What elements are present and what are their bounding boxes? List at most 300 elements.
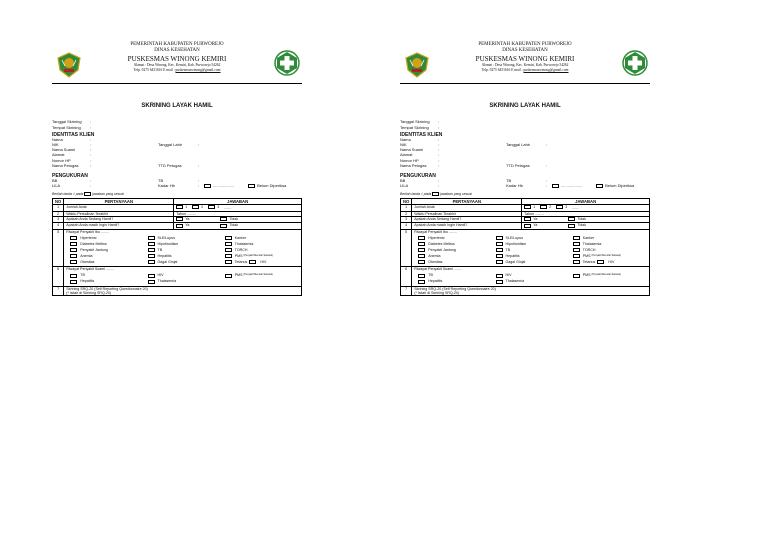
letterhead-contact bbox=[80, 68, 274, 73]
note-prefix: Berilah tanda √ pada bbox=[400, 192, 432, 197]
answer-checkbox[interactable] bbox=[176, 217, 183, 221]
question-no: 1 bbox=[53, 205, 64, 211]
question-cell-wide bbox=[412, 267, 650, 287]
question-no: 3 bbox=[53, 216, 64, 222]
disease-label: Penyakit Jantung bbox=[428, 248, 456, 253]
question-text: Apakah Anda Sedang Hamil? bbox=[64, 216, 174, 222]
answer-checkbox[interactable] bbox=[220, 217, 227, 221]
field-label: BB bbox=[400, 177, 406, 183]
disease-option[interactable] bbox=[225, 242, 299, 246]
col-no: NO bbox=[401, 199, 412, 205]
disease-option[interactable] bbox=[418, 242, 492, 246]
letterhead-government: PEMERINTAH KABUPATEN PURWOREJO bbox=[478, 42, 572, 47]
field-label-right: Tanggal Lahir bbox=[506, 141, 531, 147]
col-answer: JAWABAN bbox=[174, 199, 302, 205]
question-cell-wide bbox=[64, 229, 302, 266]
field-colon: : bbox=[90, 157, 92, 163]
disease-option[interactable] bbox=[70, 279, 144, 283]
disease-checkbox[interactable] bbox=[496, 260, 503, 264]
answer-option[interactable] bbox=[524, 223, 537, 227]
hb-value-checkbox[interactable] bbox=[204, 184, 211, 188]
question-text: Jumlah Anak bbox=[412, 205, 522, 211]
hb-dots: ................... bbox=[561, 183, 583, 189]
disease-checkbox[interactable] bbox=[148, 242, 155, 246]
question-no: 6 bbox=[401, 267, 412, 287]
letterhead-email: puskesmaswinong@gmail.com bbox=[523, 67, 569, 72]
disease-checkbox[interactable] bbox=[496, 274, 503, 278]
field-label: Nama Petugas bbox=[400, 162, 427, 168]
field-label-right: Kadar Hb bbox=[506, 183, 523, 189]
disease-option[interactable] bbox=[418, 273, 492, 277]
disease-option[interactable] bbox=[70, 273, 144, 277]
field-colon: : bbox=[438, 162, 440, 168]
disease-checkbox[interactable] bbox=[418, 236, 425, 240]
disease-checkbox[interactable] bbox=[70, 248, 77, 252]
answer-label: Tidak bbox=[229, 223, 239, 228]
note-suffix: jawaban yang sesuai bbox=[440, 192, 472, 197]
puskesmas-logo-icon bbox=[274, 50, 300, 76]
measurement-fields bbox=[52, 179, 302, 189]
field-label: NIK bbox=[400, 141, 407, 147]
meta-colon: : bbox=[438, 119, 440, 125]
disease-checkbox[interactable] bbox=[418, 260, 425, 264]
disease-option[interactable] bbox=[70, 254, 144, 258]
disease-option[interactable] bbox=[148, 273, 222, 277]
screening-meta bbox=[52, 120, 302, 130]
meta-colon: : bbox=[438, 124, 440, 130]
disease-option[interactable] bbox=[418, 254, 492, 258]
identity-heading: IDENTITAS KLIEN bbox=[400, 131, 443, 138]
meta-colon: : bbox=[90, 119, 92, 125]
hb-not-checked-label: Belum Diperiksa bbox=[605, 183, 635, 189]
table-row bbox=[401, 267, 650, 287]
disease-label: Thalasemia bbox=[505, 279, 525, 284]
field-colon-right: : bbox=[198, 162, 200, 168]
answer-checkbox[interactable] bbox=[524, 217, 531, 221]
field-colon-right: : bbox=[198, 141, 200, 147]
note-prefix: Berilah tanda √ pada bbox=[52, 192, 84, 197]
identity-fields bbox=[400, 138, 650, 169]
disease-option[interactable] bbox=[148, 248, 222, 252]
disease-label: Gagal Ginjal bbox=[505, 259, 526, 264]
disease-option[interactable] bbox=[573, 260, 647, 264]
field-label: Alamat bbox=[52, 152, 65, 158]
disease-label: TB bbox=[157, 248, 163, 253]
question-no: 5 bbox=[401, 229, 412, 266]
question-no: 2 bbox=[401, 211, 412, 216]
disease-option[interactable] bbox=[496, 254, 570, 258]
question-text: Riwayat Penyakit Ibu ........ bbox=[66, 229, 109, 234]
field-label: Nama Petugas bbox=[52, 162, 79, 168]
disease-checkbox[interactable] bbox=[496, 248, 503, 252]
question-text: Waktu Persalinan Terakhir bbox=[64, 211, 174, 216]
field-label: LILA bbox=[400, 183, 409, 189]
disease-label: Diabetes Melitus bbox=[80, 242, 107, 247]
letterhead bbox=[400, 42, 650, 84]
field-colon-right: : bbox=[546, 177, 548, 183]
disease-label: HIV bbox=[260, 259, 267, 264]
answer-cell: Tahun ......... bbox=[174, 211, 302, 216]
answer-checkbox[interactable] bbox=[540, 205, 547, 209]
disease-checkbox[interactable] bbox=[573, 254, 580, 258]
disease-option[interactable] bbox=[225, 273, 299, 277]
disease-checkbox[interactable] bbox=[573, 242, 580, 246]
disease-label: Hipertensi bbox=[80, 236, 97, 241]
disease-option[interactable] bbox=[496, 236, 570, 240]
disease-checkbox[interactable] bbox=[597, 260, 604, 264]
field-colon-right: : bbox=[198, 177, 200, 183]
hb-not-checked-label: Belum Diperiksa bbox=[257, 183, 287, 189]
disease-option[interactable] bbox=[573, 248, 647, 252]
disease-option[interactable] bbox=[70, 248, 144, 252]
disease-label: Thalasemia bbox=[582, 242, 602, 247]
disease-checkbox[interactable] bbox=[573, 274, 580, 278]
answer-option[interactable] bbox=[568, 223, 586, 227]
form-title: SKRINING LAYAK HAMIL bbox=[141, 103, 213, 109]
field-colon: : bbox=[438, 177, 440, 183]
disease-checkbox[interactable] bbox=[148, 280, 155, 284]
pms-note: (Penyakit Menular Seksual) bbox=[243, 273, 273, 277]
disease-option[interactable] bbox=[496, 273, 570, 277]
question-no: 7 bbox=[53, 286, 64, 296]
question-text: Apakah Anda masih Ingin Hamil? bbox=[412, 223, 522, 229]
disease-label: Kanker bbox=[582, 236, 595, 241]
answer-option[interactable] bbox=[176, 223, 189, 227]
pms-note: (Penyakit Menular Seksual) bbox=[591, 253, 621, 257]
disease-checkbox[interactable] bbox=[418, 248, 425, 252]
answer-option[interactable] bbox=[220, 217, 238, 221]
disease-option[interactable] bbox=[418, 260, 492, 264]
disease-option[interactable] bbox=[148, 236, 222, 240]
disease-checkbox[interactable] bbox=[573, 248, 580, 252]
disease-checkbox[interactable] bbox=[70, 274, 77, 278]
question-cell-wide bbox=[64, 286, 302, 296]
answer-label: 2 bbox=[201, 205, 204, 210]
form-page-right bbox=[400, 42, 650, 296]
disease-option[interactable] bbox=[225, 254, 299, 258]
disease-label: HIV bbox=[157, 273, 164, 278]
disease-option[interactable] bbox=[496, 242, 570, 246]
disease-checkbox[interactable] bbox=[496, 242, 503, 246]
meta-label: Tempat Skrining bbox=[52, 124, 81, 130]
answer-checkbox[interactable] bbox=[524, 224, 531, 228]
form-title: SKRINING LAYAK HAMIL bbox=[489, 103, 561, 109]
field-label-right: Kadar Hb bbox=[158, 183, 175, 189]
disease-checkbox[interactable] bbox=[225, 254, 232, 258]
question-text: Skrining SRQ-20 (Self Reporting Questionnaire 20) bbox=[66, 286, 148, 291]
meta-label: Tanggal Skrining bbox=[52, 119, 82, 125]
question-text: Riwayat Penyakit Ibu ........ bbox=[414, 229, 457, 234]
field-colon: : bbox=[90, 141, 92, 147]
disease-label: PMS bbox=[582, 253, 591, 258]
disease-option[interactable] bbox=[70, 236, 144, 240]
disease-checkbox[interactable] bbox=[418, 254, 425, 258]
question-text: Riwayat Penyakit Suami ........ bbox=[66, 267, 115, 272]
letterhead-text bbox=[80, 42, 274, 72]
disease-checkbox[interactable] bbox=[70, 260, 77, 264]
answer-checkbox[interactable] bbox=[556, 205, 563, 209]
disease-checkbox[interactable] bbox=[148, 254, 155, 258]
mother-disease-grid bbox=[66, 234, 299, 266]
disease-checkbox[interactable] bbox=[225, 236, 232, 240]
disease-checkbox[interactable] bbox=[225, 274, 232, 278]
disease-label: Tetanus bbox=[582, 259, 596, 264]
table-row bbox=[53, 229, 302, 266]
disease-label: PMS bbox=[234, 253, 243, 258]
answer-checkbox[interactable] bbox=[192, 205, 199, 209]
answer-label: Tidak bbox=[577, 216, 587, 221]
answer-checkbox[interactable] bbox=[524, 205, 531, 209]
meta-colon: : bbox=[90, 124, 92, 130]
hb-value-checkbox[interactable] bbox=[552, 184, 559, 188]
meta-label: Tempat Skrining bbox=[400, 124, 429, 130]
disease-label: Hepatitis bbox=[428, 279, 443, 284]
letterhead-text bbox=[428, 42, 622, 72]
measurement-heading: PENGUKURAN bbox=[52, 172, 88, 179]
disease-option[interactable] bbox=[418, 248, 492, 252]
disease-option[interactable] bbox=[225, 248, 299, 252]
disease-label: Anemia bbox=[428, 253, 441, 258]
disease-label: TB bbox=[505, 248, 511, 253]
disease-label: Hepatitis bbox=[505, 253, 520, 258]
letterhead-contact bbox=[428, 68, 622, 73]
disease-checkbox[interactable] bbox=[148, 260, 155, 264]
field-colon: : bbox=[438, 183, 440, 189]
field-colon: : bbox=[90, 152, 92, 158]
answer-option[interactable] bbox=[176, 205, 187, 209]
disease-option[interactable] bbox=[496, 248, 570, 252]
disease-label: PMS bbox=[582, 273, 591, 278]
field-label: Nama bbox=[400, 136, 411, 142]
puskesmas-logo-icon bbox=[622, 50, 648, 76]
meta-label: Tanggal Skrining bbox=[400, 119, 430, 125]
disease-checkbox[interactable] bbox=[225, 242, 232, 246]
disease-option[interactable] bbox=[496, 260, 570, 264]
measure-row bbox=[52, 184, 302, 189]
disease-checkbox[interactable] bbox=[225, 248, 232, 252]
disease-option[interactable] bbox=[573, 242, 647, 246]
answer-checkbox[interactable] bbox=[220, 224, 227, 228]
answer-checkbox[interactable] bbox=[568, 217, 575, 221]
field-colon: : bbox=[90, 136, 92, 142]
question-cell-wide bbox=[412, 286, 650, 296]
disease-label: Hepatitis bbox=[157, 253, 172, 258]
disease-label: SLE/Lupus bbox=[505, 236, 524, 241]
disease-option[interactable] bbox=[418, 279, 492, 283]
question-no: 6 bbox=[53, 267, 64, 287]
purworejo-regency-emblem-icon bbox=[56, 52, 82, 78]
note-example-checkbox bbox=[84, 192, 91, 196]
disease-option[interactable] bbox=[573, 273, 647, 277]
answer-option[interactable] bbox=[540, 205, 551, 209]
letterhead-email: puskesmaswinong@gmail.com bbox=[175, 67, 221, 72]
field-label-right: TB bbox=[158, 177, 164, 183]
col-no: NO bbox=[53, 199, 64, 205]
letterhead-government: PEMERINTAH KABUPATEN PURWOREJO bbox=[130, 42, 224, 47]
disease-label: Hipertensi bbox=[428, 236, 445, 241]
disease-option[interactable] bbox=[148, 260, 222, 264]
answer-option[interactable] bbox=[524, 217, 537, 221]
answer-checkbox[interactable] bbox=[208, 205, 215, 209]
measurement-fields bbox=[400, 179, 650, 189]
disease-option[interactable] bbox=[148, 279, 222, 283]
answer-label: Ya bbox=[185, 216, 190, 221]
letterhead bbox=[52, 42, 302, 84]
disease-checkbox[interactable] bbox=[418, 242, 425, 246]
disease-checkbox[interactable] bbox=[148, 236, 155, 240]
mother-disease-grid bbox=[414, 234, 647, 266]
field-label: Nama bbox=[52, 136, 63, 142]
pms-note: (Penyakit Menular Seksual) bbox=[591, 273, 621, 277]
disease-checkbox[interactable] bbox=[70, 236, 77, 240]
field-label: Nomor HP bbox=[400, 157, 419, 163]
disease-checkbox[interactable] bbox=[573, 260, 580, 264]
letterhead-department: DINAS KESEHATAN bbox=[502, 48, 548, 54]
answer-label: 2 bbox=[549, 205, 552, 210]
hb-not-checked-checkbox[interactable] bbox=[596, 184, 603, 188]
answer-label: 1 bbox=[185, 205, 188, 210]
answer-label: Tidak bbox=[577, 223, 587, 228]
disease-checkbox[interactable] bbox=[70, 280, 77, 284]
identity-fields bbox=[52, 138, 302, 169]
field-label: LILA bbox=[52, 183, 61, 189]
letterhead-address: Alamat : Desa Winong, Kec. Kemiri, Kab. Purworejo 54262 bbox=[133, 62, 221, 67]
disease-option[interactable] bbox=[225, 260, 299, 264]
disease-option[interactable] bbox=[70, 260, 144, 264]
col-answer: JAWABAN bbox=[522, 199, 650, 205]
disease-checkbox[interactable] bbox=[70, 242, 77, 246]
question-no: 7 bbox=[401, 286, 412, 296]
answer-label: ....... bbox=[572, 206, 580, 211]
disease-option[interactable] bbox=[70, 242, 144, 246]
field-colon: : bbox=[438, 147, 440, 153]
disease-checkbox[interactable] bbox=[496, 254, 503, 258]
disease-option[interactable] bbox=[148, 242, 222, 246]
letterhead-phone: Telp. 0275 6451616 E mail : bbox=[481, 67, 523, 72]
answer-label: 1 bbox=[533, 205, 536, 210]
field-colon: : bbox=[90, 162, 92, 168]
field-label: Nama Suami bbox=[52, 147, 76, 153]
answer-label: Ya bbox=[533, 223, 538, 228]
answer-option[interactable] bbox=[192, 205, 203, 209]
question-text: Jumlah Anak bbox=[64, 205, 174, 211]
field-label-right: TTD Petugas bbox=[506, 162, 530, 168]
disease-label: HIV bbox=[608, 259, 615, 264]
question-subtext: (* Isilah di Skrining SRQ-20) bbox=[414, 291, 460, 296]
question-text: Riwayat Penyakit Suami ........ bbox=[414, 267, 463, 272]
field-colon: : bbox=[438, 141, 440, 147]
disease-label: SLE/Lupus bbox=[157, 236, 176, 241]
field-label: BB bbox=[52, 177, 58, 183]
disease-checkbox[interactable] bbox=[148, 248, 155, 252]
field-label: Nama Suami bbox=[400, 147, 424, 153]
disease-checkbox[interactable] bbox=[573, 236, 580, 240]
disease-checkbox[interactable] bbox=[148, 274, 155, 278]
purworejo-regency-emblem-icon bbox=[404, 52, 430, 78]
instruction-note bbox=[52, 192, 302, 196]
note-example-checkbox bbox=[432, 192, 439, 196]
question-cell-wide bbox=[412, 229, 650, 266]
field-label-right: TTD Petugas bbox=[158, 162, 182, 168]
answer-checkbox[interactable] bbox=[176, 205, 183, 209]
letterhead-puskesmas: PUSKESMAS WINONG KEMIRI bbox=[127, 54, 227, 63]
disease-option[interactable] bbox=[496, 279, 570, 283]
question-cell-wide bbox=[64, 267, 302, 287]
disease-option[interactable] bbox=[225, 236, 299, 240]
answer-option[interactable] bbox=[208, 205, 219, 209]
disease-label: TORCH bbox=[582, 248, 596, 253]
answer-option[interactable] bbox=[556, 205, 567, 209]
answer-option[interactable] bbox=[220, 223, 238, 227]
answer-cell: Tahun ......... bbox=[522, 211, 650, 216]
letterhead-department: DINAS KESEHATAN bbox=[154, 48, 200, 54]
hb-dots: ................... bbox=[213, 183, 235, 189]
answer-label: Ya bbox=[185, 223, 190, 228]
question-no: 5 bbox=[53, 229, 64, 266]
answer-option[interactable] bbox=[176, 217, 189, 221]
disease-checkbox[interactable] bbox=[418, 280, 425, 284]
disease-option[interactable] bbox=[573, 236, 647, 240]
field-colon: : bbox=[438, 152, 440, 158]
answer-option[interactable] bbox=[568, 217, 586, 221]
identity-row bbox=[400, 164, 650, 169]
answer-label: Ya bbox=[533, 216, 538, 221]
disease-label: Gagal Ginjal bbox=[157, 259, 178, 264]
disease-label: HIV bbox=[505, 273, 512, 278]
field-label-right: Tanggal Lahir bbox=[158, 141, 183, 147]
disease-option[interactable] bbox=[573, 254, 647, 258]
questionnaire-table bbox=[52, 198, 302, 296]
disease-checkbox[interactable] bbox=[496, 280, 503, 284]
field-colon: : bbox=[90, 183, 92, 189]
question-no: 4 bbox=[53, 223, 64, 229]
answer-checkbox[interactable] bbox=[176, 224, 183, 228]
disease-checkbox[interactable] bbox=[225, 260, 232, 264]
disease-option[interactable] bbox=[148, 254, 222, 258]
question-no: 1 bbox=[401, 205, 412, 211]
field-colon: : bbox=[438, 136, 440, 142]
disease-checkbox[interactable] bbox=[418, 274, 425, 278]
husband-disease-grid bbox=[66, 271, 299, 285]
answer-checkbox[interactable] bbox=[568, 224, 575, 228]
answer-option[interactable] bbox=[524, 205, 535, 209]
disease-checkbox[interactable] bbox=[70, 254, 77, 258]
question-text: Skrining SRQ-20 (Self Reporting Questionnaire 20) bbox=[414, 286, 496, 291]
disease-label: Hipotiroidism bbox=[505, 242, 527, 247]
question-no: 4 bbox=[401, 223, 412, 229]
disease-label: TORCH bbox=[234, 248, 248, 253]
disease-label: Obesitas bbox=[428, 259, 443, 264]
disease-checkbox[interactable] bbox=[496, 236, 503, 240]
field-colon-right: : bbox=[546, 141, 548, 147]
measurement-heading: PENGUKURAN bbox=[400, 172, 436, 179]
disease-label: Thalasemia bbox=[234, 242, 254, 247]
letterhead-puskesmas: PUSKESMAS WINONG KEMIRI bbox=[475, 54, 575, 63]
disease-label: Hepatitis bbox=[80, 279, 95, 284]
disease-option[interactable] bbox=[418, 236, 492, 240]
hb-not-checked-checkbox[interactable] bbox=[248, 184, 255, 188]
table-row bbox=[401, 229, 650, 266]
disease-checkbox[interactable] bbox=[249, 260, 256, 264]
answer-label: 3 bbox=[217, 205, 220, 210]
letterhead-address: Alamat : Desa Winong, Kec. Kemiri, Kab. Purworejo 54262 bbox=[481, 62, 569, 67]
meta-row-place bbox=[400, 125, 650, 130]
field-colon: : bbox=[438, 157, 440, 163]
husband-disease-grid bbox=[414, 271, 647, 285]
question-text: Apakah Anda masih Ingin Hamil? bbox=[64, 223, 174, 229]
question-text: Apakah Anda Sedang Hamil? bbox=[412, 216, 522, 222]
instruction-note bbox=[400, 192, 650, 196]
